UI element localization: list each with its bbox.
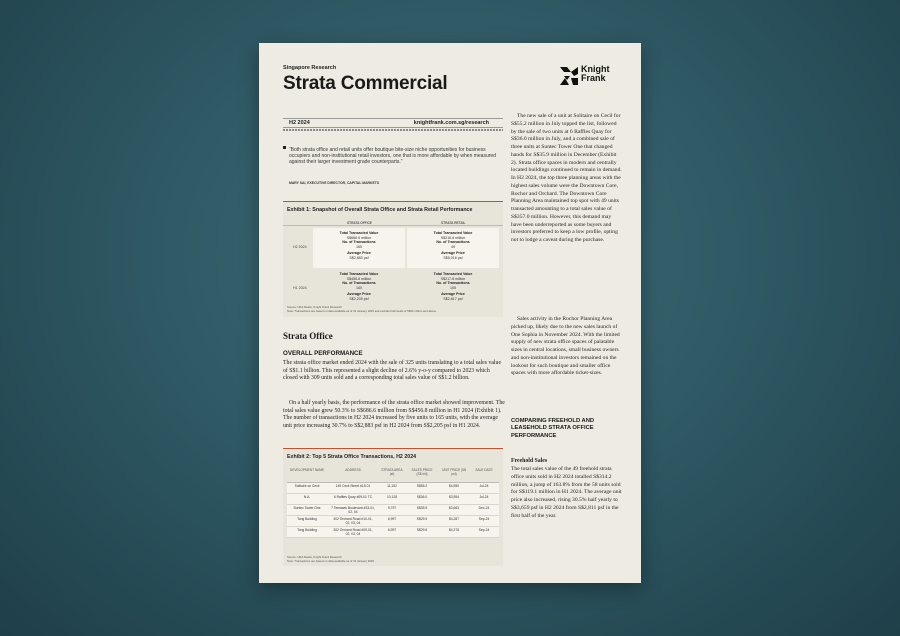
table-cell: Tong Building — [297, 517, 317, 521]
cell-value: S$2,817 psf — [443, 296, 463, 301]
exhibit-2-footnote — [287, 556, 375, 563]
pull-quote: “Both strata office and retail units offer boutique bite-size niche opportunities for business occupiers and non-institutional retail investors, one that is more affordable by when measured against their larger investment grade counterparts.” — [289, 147, 496, 166]
cell-value: S$216.6 million — [440, 235, 466, 240]
exhibit-1 — [283, 201, 503, 317]
cell-value: S$456.8 million — [346, 276, 372, 281]
source-note: Source: URA Realis, Knight Frank Research — [287, 555, 342, 559]
table-cell: S$29.9 — [416, 517, 428, 521]
table-cell: Dec-24 — [478, 506, 490, 510]
cell-value: S$5,016 psf — [443, 255, 463, 260]
table-cell: $4,950 — [448, 484, 460, 488]
table-cell: 11,152 — [387, 484, 397, 488]
table-cell: Tong Building — [297, 528, 317, 532]
report-period: H2 2024 — [289, 120, 310, 126]
table-row — [287, 505, 499, 516]
cell-label: Total Transacted Value — [339, 231, 379, 235]
column-2-subheading: Freehold Sales — [511, 458, 548, 464]
section-heading: Strata Office — [283, 331, 333, 341]
report-title: Strata Commercial — [283, 73, 448, 94]
cell-label: No. of Transactions — [342, 240, 376, 245]
exhibit-1-row — [283, 228, 503, 268]
table-cell: Suntec Tower One — [293, 506, 321, 510]
column-2-paragraph: The total sales value of the 49 freehold strata office units sold in H2 2024 totalled S$314.2 million, a jump of 163.8% from the 58 units sold for S$119.1 million in H1 2024. The average unit price also increased, rising 30.5% half yearly to S$3,659 psf in H2 2024 from S$2,811 psf in the first half of the year. — [511, 466, 622, 519]
office-cell — [313, 228, 405, 268]
table-cell: S$36.0 — [416, 495, 428, 499]
table-row — [287, 494, 499, 505]
quote-attribution: MARY SAI, EXECUTIVE DIRECTOR, CAPITAL MARKETS — [289, 181, 380, 185]
table-row — [287, 527, 499, 538]
column-header: STRATA RETAIL — [441, 221, 466, 225]
table-cell: 6,997 — [387, 517, 397, 521]
meta-row — [283, 118, 503, 128]
table-cell: Jul-24 — [479, 495, 489, 499]
exhibit-1-title: Exhibit 1: Snapshot of Overall Strata Office and Strata Retail Performance — [287, 207, 473, 213]
cell-label: Total Transacted Value — [339, 272, 379, 276]
table-header: ADDRESS — [345, 468, 361, 472]
cell-value: 49 — [451, 244, 455, 249]
knight-frank-logo — [560, 65, 620, 89]
logo-text-line1: Knight — [581, 64, 610, 74]
table-cell: 6 Raffles Quay #09-01 TC — [333, 495, 373, 499]
table-row — [287, 516, 499, 527]
table-cell: 145 Cecil Street #15-01 — [335, 484, 371, 488]
exhibit-1-row — [283, 269, 503, 309]
logo-text-line2: Frank — [581, 73, 606, 83]
table-cell: S$35.9 — [416, 506, 428, 510]
table-header: SALES PRICE (S$ mil) — [411, 468, 433, 476]
table-header: DEVELOPMENT NAME — [289, 468, 325, 472]
cell-value: 105 — [450, 285, 456, 290]
table-body — [287, 483, 499, 538]
table-cell: Sep-24 — [478, 517, 490, 521]
column-2-paragraph: The new sale of a unit at Solitaire on Cecil for S$55.2 million in July topped the list, followed by the sale of two units at 6 Raffles Quay for S$36.0 million in July, and a combined sale of three units at Suntec Tower One that changed hands for S$35.9 million in December (Exhibit 2). Strata office spaces in modern and centrally located buildings continued to remain in demand. In H2 2024, the top three planning areas with the highest sales volume were the Downtown Core, Rochor and Orchard. The Downtown Core Planning Area maintained top spot with 49 units transacted amounting to a total sales value of S$357.0 million. However, this demand may have been underreported as some buyers and investors preferred to keep a low profile, opting not to lodge a caveat during the purchase. — [511, 113, 622, 243]
dashed-divider — [283, 129, 503, 131]
knight-frank-logo-icon — [560, 67, 578, 85]
table-header: SALE DATE — [475, 468, 493, 472]
research-url[interactable]: knightfrank.com.sg/research — [413, 120, 489, 126]
cell-label: Average Price — [347, 251, 371, 256]
cell-value: S$686.6 million — [346, 235, 372, 240]
cell-label: Total Transacted Value — [433, 231, 473, 235]
table-cell: Solitaire on Cecil — [294, 484, 320, 488]
cell-label: Average Price — [441, 292, 465, 297]
cell-label: No. of Transactions — [436, 281, 470, 286]
logo-text — [581, 65, 610, 83]
table-cell: 10,128 — [386, 495, 398, 499]
cell-label: Average Price — [441, 251, 465, 256]
table-cell: 6,997 — [387, 528, 397, 532]
cell-label: Total Transacted Value — [433, 272, 473, 276]
cell-label: Average Price — [347, 292, 371, 297]
row-label: H1 2024 — [293, 286, 307, 290]
data-note: Note: Transactions are based on data available as of 31 January 2025. — [287, 558, 375, 563]
exhibit-2-title: Exhibit 2: Top 5 Strata Office Transactions, H2 2024 — [287, 454, 417, 460]
cell-label: No. of Transactions — [342, 281, 376, 286]
table-cell: 302 Orchard Road #09-01, 02, 03, 04 — [333, 528, 373, 536]
table-cell: 7 Temasek Boulevard #33-01, 02, 04 — [331, 506, 375, 514]
table-cell: $4,278 — [448, 528, 460, 532]
cell-value: 160 — [356, 285, 362, 290]
cell-value: S$2,883 psf — [349, 255, 369, 260]
exhibit-2 — [283, 448, 503, 566]
table-cell: $4,287 — [448, 517, 460, 521]
table-cell: $3,554 — [448, 495, 460, 499]
retail-cell — [407, 269, 499, 309]
cell-label: No. of Transactions — [436, 240, 470, 245]
transactions-table — [287, 467, 499, 538]
source-note: Source: URA Realis, Knight Frank Research — [287, 305, 342, 309]
table-cell: 302 Orchard Road #10-01, 02, 03, 04 — [333, 517, 373, 525]
table-cell: Jul-24 — [479, 484, 489, 488]
report-page — [259, 43, 641, 583]
table-cell: 9,797 — [387, 506, 397, 510]
body-paragraph: The strata office market ended 2024 with the sale of 325 units translating to a total sales value of S$1.1 billion. This represented a slight decline of 2.6% y-o-y compared to 2023 which closed with 309 units sold and a corresponding total sales value of S$1.2 billion. — [283, 360, 502, 382]
table-cell: $3,663 — [448, 506, 460, 510]
table-cell: N.A. — [303, 495, 311, 499]
cell-value: S$217.8 million — [440, 276, 466, 281]
row-label: H2 2024 — [293, 245, 307, 249]
report-eyebrow: Singapore Research — [283, 65, 337, 71]
retail-cell — [407, 228, 499, 268]
exhibit-1-footnote — [287, 306, 437, 313]
exhibit-1-header — [283, 219, 503, 226]
table-header-row — [287, 467, 499, 483]
quote-bullet-icon — [283, 146, 286, 149]
table-cell: S$55.2 — [416, 484, 428, 488]
cell-value: 165 — [356, 244, 362, 249]
data-note: Note: Transactions are based on data available as of 31 January 2025 and exclude bulk deals of S$50 million and above. — [287, 308, 437, 313]
table-header: UNIT PRICE (S$ psf) — [442, 468, 466, 476]
table-row — [287, 483, 499, 494]
body-paragraph: On a half yearly basis, the performance of the strata office market showed improvement. The total sales value grew 50.3% to S$686.6 million from S$456.8 million in H1 2024 (Exhibit 1). The number of transactions in H2 2024 increased by five units to 165 units, with the average unit price increasing 30.7% to S$2,883 psf in H2 2024 from S$2,205 psf in H1 2024. — [283, 400, 505, 430]
column-2-heading: COMPARING FREEHOLD AND LEASEHOLD STRATA OFFICE PERFORMANCE — [511, 418, 595, 439]
cell-value: S$2,205 psf — [349, 296, 369, 301]
office-cell — [313, 269, 405, 309]
table-cell: Sep-24 — [478, 528, 490, 532]
column-header: STRATA OFFICE — [347, 221, 372, 225]
table-cell: S$29.6 — [416, 528, 428, 532]
column-2-paragraph: Sales activity in the Rochor Planning Area picked up, likely due to the new sales launch of One Sophia in November 2024. With the limited supply of new strata office spaces of palatable sizes in central locations, small business owners and non-institutional investors remained on the lookout for such boutique and smaller office spaces with more affordable ticket-sizes. — [511, 316, 620, 377]
section-subheading: OVERALL PERFORMANCE — [283, 350, 363, 357]
table-header: STRATA AREA (sf) — [381, 468, 403, 476]
